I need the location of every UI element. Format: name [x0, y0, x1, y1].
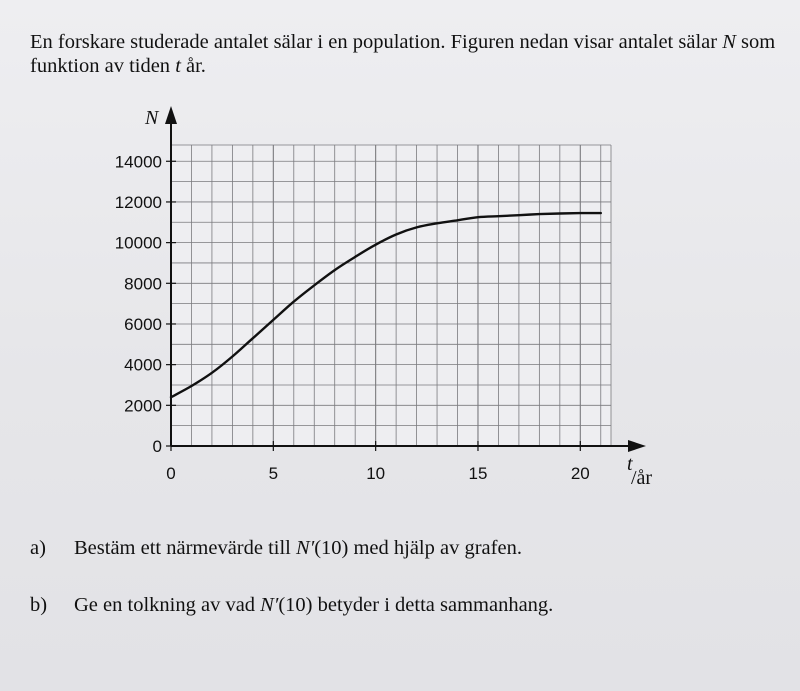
y-tick-label: 14000 — [114, 152, 162, 172]
x-axis-unit: /år — [631, 467, 653, 489]
x-tick-label: 5 — [268, 464, 279, 483]
question-b-label: b) — [30, 594, 48, 616]
y-tick-label: 8000 — [124, 274, 162, 294]
question-b-func: N′ — [260, 594, 279, 616]
question-a-before: Bestäm ett närmevärde till — [74, 537, 297, 559]
y-tick-label: 12000 — [114, 192, 162, 212]
intro-var-t: t — [175, 55, 181, 77]
question-b-before: Ge en tolkning av vad — [74, 594, 261, 616]
intro-part2: som funktion av tiden — [30, 31, 776, 77]
x-tick-label: 0 — [166, 464, 176, 483]
intro-part1: En forskare studerade antalet sälar i en population. Figuren nedan visar antalet sälar — [30, 31, 723, 53]
y-tick-label: 4000 — [124, 355, 162, 375]
y-axis-label: N — [145, 107, 159, 129]
plot-area — [171, 145, 611, 446]
x-tick-label: 15 — [468, 464, 488, 483]
y-tick-label: 6000 — [124, 314, 162, 334]
question-b-after: betyder i detta sammanhang. — [312, 594, 554, 616]
question-a-func: N′ — [296, 537, 315, 559]
question-a-label: a) — [30, 537, 46, 559]
x-axis-arrow — [628, 440, 646, 452]
x-tick-label: 20 — [570, 464, 590, 483]
intro-part3: år. — [180, 55, 206, 77]
y-tick-label: 2000 — [124, 396, 162, 416]
x-tick-label: 10 — [366, 464, 386, 483]
question-b-arg: (10) — [278, 594, 313, 616]
intro-var-n: N — [722, 31, 736, 53]
y-tick-label: 0 — [152, 437, 162, 456]
y-axis-arrow — [165, 106, 177, 124]
question-a-after: med hjälp av grafen. — [348, 537, 522, 559]
chart-grid — [171, 145, 611, 446]
question-b-text — [74, 593, 553, 617]
x-axis-label: t — [627, 453, 633, 475]
y-tick-label: 10000 — [114, 233, 162, 253]
question-a-arg: (10) — [314, 537, 349, 559]
question-a-text — [74, 536, 522, 560]
